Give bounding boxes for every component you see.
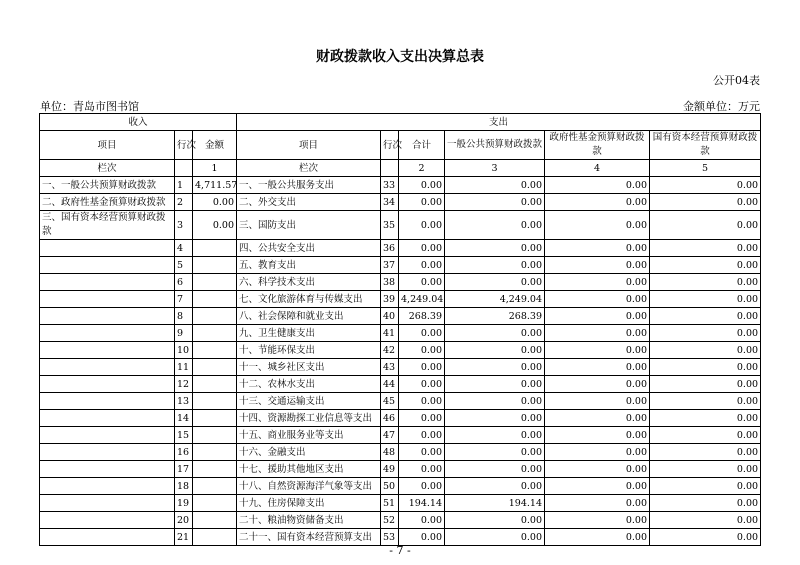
income-item-cell [40,393,175,410]
income-row-no-cell: 11 [175,359,193,376]
budget-table [39,113,761,546]
page-number: - 7 - [389,544,411,557]
general-budget-amount-cell: 0.00 [445,461,545,478]
state-capital-amount-cell: 0.00 [650,529,761,546]
total-amount-cell: 0.00 [399,529,445,546]
income-amount-cell [193,308,237,325]
state-capital-amount-cell: 0.00 [650,325,761,342]
income-row-no-cell: 19 [175,495,193,512]
income-amount-cell: 4,711.57 [193,177,237,194]
general-budget-amount-cell: 0.00 [445,274,545,291]
general-budget-amount-cell: 0.00 [445,342,545,359]
expense-item-cell: 十二、农林水支出 [237,376,381,393]
header-income: 收入 [40,114,237,131]
general-budget-amount-cell: 0.00 [445,512,545,529]
total-amount-cell: 194.14 [399,495,445,512]
state-capital-amount-cell: 0.00 [650,427,761,444]
general-budget-amount-cell: 0.00 [445,410,545,427]
column-number-3: 3 [445,160,545,177]
expense-row-no-cell: 34 [381,194,399,211]
expense-item-cell: 七、文化旅游体育与传媒支出 [237,291,381,308]
column-number-4: 4 [545,160,650,177]
table-row [40,376,761,393]
expense-item-cell: 十五、商业服务业等支出 [237,427,381,444]
expense-item-cell: 八、社会保障和就业支出 [237,308,381,325]
income-amount-cell [193,529,237,546]
table-row [40,211,761,240]
income-item-cell: 三、国有资本经营预算财政拨款 [40,211,175,240]
expense-row-no-cell: 33 [381,177,399,194]
expense-item-cell: 十七、援助其他地区支出 [237,461,381,478]
expense-row-no-cell: 46 [381,410,399,427]
income-item-cell: 一、一般公共预算财政拨款 [40,177,175,194]
income-item-cell [40,325,175,342]
state-capital-amount-cell: 0.00 [650,308,761,325]
column-label-income: 栏次 [40,160,175,177]
fund-budget-amount-cell: 0.00 [545,495,650,512]
header-row-column-numbers [40,160,761,177]
income-item-cell [40,444,175,461]
total-amount-cell: 0.00 [399,325,445,342]
fund-budget-amount-cell: 0.00 [545,342,650,359]
income-amount-cell [193,257,237,274]
income-amount-cell [193,342,237,359]
income-row-no-cell: 21 [175,529,193,546]
state-capital-amount-cell: 0.00 [650,194,761,211]
total-amount-cell: 0.00 [399,342,445,359]
table-row [40,325,761,342]
table-row [40,194,761,211]
table-row [40,393,761,410]
table-row [40,257,761,274]
income-item-cell [40,478,175,495]
general-budget-amount-cell: 0.00 [445,376,545,393]
income-amount-cell [193,427,237,444]
state-capital-amount-cell: 0.00 [650,291,761,308]
income-amount-cell [193,393,237,410]
fund-budget-amount-cell: 0.00 [545,274,650,291]
total-amount-cell: 0.00 [399,376,445,393]
general-budget-amount-cell: 4,249.04 [445,291,545,308]
income-item-cell [40,359,175,376]
expense-item-cell: 十八、自然资源海洋气象等支出 [237,478,381,495]
state-capital-amount-cell: 0.00 [650,478,761,495]
table-row [40,342,761,359]
income-item-cell [40,461,175,478]
general-budget-amount-cell: 0.00 [445,393,545,410]
expense-row-no-cell: 42 [381,342,399,359]
income-row-no-cell: 4 [175,240,193,257]
fund-budget-amount-cell: 0.00 [545,444,650,461]
fund-budget-amount-cell: 0.00 [545,427,650,444]
income-row-no-cell: 8 [175,308,193,325]
fund-budget-amount-cell: 0.00 [545,512,650,529]
total-amount-cell: 0.00 [399,410,445,427]
expense-row-no-cell: 47 [381,427,399,444]
header-total: 合计 [399,131,445,160]
expense-row-no-cell: 39 [381,291,399,308]
expense-item-cell: 五、教育支出 [237,257,381,274]
expense-row-no-cell: 52 [381,512,399,529]
table-row [40,308,761,325]
state-capital-amount-cell: 0.00 [650,495,761,512]
expense-row-no-cell: 36 [381,240,399,257]
general-budget-amount-cell: 0.00 [445,194,545,211]
total-amount-cell: 0.00 [399,274,445,291]
expense-row-no-cell: 44 [381,376,399,393]
fund-budget-amount-cell: 0.00 [545,529,650,546]
expense-item-cell: 十九、住房保障支出 [237,495,381,512]
expense-row-no-cell: 51 [381,495,399,512]
income-item-cell [40,376,175,393]
total-amount-cell: 4,249.04 [399,291,445,308]
income-amount-cell [193,376,237,393]
income-item-cell [40,291,175,308]
report-title: 财政拨款收入支出决算总表 [316,49,484,65]
state-capital-amount-cell: 0.00 [650,211,761,240]
state-capital-amount-cell: 0.00 [650,342,761,359]
general-budget-amount-cell: 0.00 [445,177,545,194]
table-row [40,274,761,291]
table-row [40,512,761,529]
income-row-no-cell: 16 [175,444,193,461]
state-capital-amount-cell: 0.00 [650,240,761,257]
total-amount-cell: 0.00 [399,444,445,461]
fund-budget-amount-cell: 0.00 [545,211,650,240]
income-amount-cell: 0.00 [193,194,237,211]
table-row [40,291,761,308]
expense-item-cell: 九、卫生健康支出 [237,325,381,342]
expense-row-no-cell: 43 [381,359,399,376]
total-amount-cell: 0.00 [399,427,445,444]
income-row-no-cell: 5 [175,257,193,274]
income-amount-cell [193,444,237,461]
state-capital-amount-cell: 0.00 [650,444,761,461]
income-row-no-cell: 12 [175,376,193,393]
income-row-no-cell: 3 [175,211,193,240]
general-budget-amount-cell: 0.00 [445,478,545,495]
income-row-no-cell: 7 [175,291,193,308]
expense-item-cell: 十三、交通运输支出 [237,393,381,410]
expense-row-no-cell: 48 [381,444,399,461]
header-expense-row-no: 行次 [381,131,399,160]
state-capital-amount-cell: 0.00 [650,393,761,410]
table-row [40,427,761,444]
expense-row-no-cell: 53 [381,529,399,546]
table-row [40,240,761,257]
table-row [40,444,761,461]
table-row [40,177,761,194]
total-amount-cell: 0.00 [399,240,445,257]
total-amount-cell: 268.39 [399,308,445,325]
fund-budget-amount-cell: 0.00 [545,325,650,342]
income-amount-cell [193,495,237,512]
header-expense: 支出 [237,114,761,131]
header-income-item: 项目 [40,131,175,160]
expense-item-cell: 二十、粮油物资储备支出 [237,512,381,529]
expense-item-cell: 四、公共安全支出 [237,240,381,257]
fund-budget-amount-cell: 0.00 [545,177,650,194]
income-item-cell [40,308,175,325]
income-amount-cell: 0.00 [193,211,237,240]
expense-row-no-cell: 38 [381,274,399,291]
expense-item-cell: 二、外交支出 [237,194,381,211]
fund-budget-amount-cell: 0.00 [545,291,650,308]
income-amount-cell [193,240,237,257]
expense-item-cell: 二十一、国有资本经营预算支出 [237,529,381,546]
general-budget-amount-cell: 0.00 [445,359,545,376]
expense-item-cell: 十四、资源勘探工业信息等支出 [237,410,381,427]
income-row-no-cell: 2 [175,194,193,211]
expense-row-no-cell: 40 [381,308,399,325]
income-amount-cell [193,512,237,529]
state-capital-amount-cell: 0.00 [650,376,761,393]
expense-item-cell: 一、一般公共服务支出 [237,177,381,194]
income-amount-cell [193,478,237,495]
expense-item-cell: 十六、金融支出 [237,444,381,461]
general-budget-amount-cell: 0.00 [445,211,545,240]
income-row-no-cell: 9 [175,325,193,342]
expense-item-cell: 三、国防支出 [237,211,381,240]
header-income-amount: 金额 [193,131,237,160]
fund-budget-amount-cell: 0.00 [545,461,650,478]
expense-item-cell: 十一、城乡社区支出 [237,359,381,376]
header-expense-item: 项目 [237,131,381,160]
header-income-row-no: 行次 [175,131,193,160]
fund-budget-amount-cell: 0.00 [545,240,650,257]
income-item-cell [40,529,175,546]
general-budget-amount-cell: 0.00 [445,325,545,342]
income-row-no-cell: 1 [175,177,193,194]
general-budget-amount-cell: 0.00 [445,257,545,274]
income-item-cell [40,410,175,427]
income-item-cell [40,240,175,257]
fund-budget-amount-cell: 0.00 [545,478,650,495]
fund-budget-amount-cell: 0.00 [545,393,650,410]
total-amount-cell: 0.00 [399,512,445,529]
expense-row-no-cell: 35 [381,211,399,240]
income-item-cell [40,274,175,291]
income-amount-cell [193,359,237,376]
expense-row-no-cell: 37 [381,257,399,274]
total-amount-cell: 0.00 [399,478,445,495]
column-label-expense: 栏次 [237,160,381,177]
fund-budget-amount-cell: 0.00 [545,257,650,274]
general-budget-amount-cell: 194.14 [445,495,545,512]
income-item-cell [40,257,175,274]
table-row [40,359,761,376]
fund-budget-amount-cell: 0.00 [545,410,650,427]
state-capital-amount-cell: 0.00 [650,461,761,478]
total-amount-cell: 0.00 [399,194,445,211]
table-row [40,410,761,427]
header-fund-budget: 政府性基金预算财政拨款 [545,131,650,160]
income-row-no-cell: 18 [175,478,193,495]
expense-item-cell: 六、科学技术支出 [237,274,381,291]
state-capital-amount-cell: 0.00 [650,257,761,274]
income-item-cell [40,495,175,512]
income-row-no-cell: 6 [175,274,193,291]
income-amount-cell [193,291,237,308]
expense-item-cell: 十、节能环保支出 [237,342,381,359]
income-row-no-cell: 15 [175,427,193,444]
amount-unit: 金额单位：万元 [683,100,760,113]
table-row [40,461,761,478]
income-item-cell [40,512,175,529]
total-amount-cell: 0.00 [399,257,445,274]
general-budget-amount-cell: 0.00 [445,240,545,257]
fund-budget-amount-cell: 0.00 [545,359,650,376]
total-amount-cell: 0.00 [399,393,445,410]
empty-cell [381,160,399,177]
header-row-sections [40,114,761,131]
total-amount-cell: 0.00 [399,211,445,240]
expense-row-no-cell: 50 [381,478,399,495]
expense-row-no-cell: 41 [381,325,399,342]
income-row-no-cell: 17 [175,461,193,478]
fund-budget-amount-cell: 0.00 [545,376,650,393]
fund-budget-amount-cell: 0.00 [545,308,650,325]
state-capital-amount-cell: 0.00 [650,274,761,291]
table-row [40,478,761,495]
form-code: 公开04表 [713,74,760,87]
table-row [40,495,761,512]
general-budget-amount-cell: 0.00 [445,427,545,444]
general-budget-amount-cell: 0.00 [445,444,545,461]
expense-row-no-cell: 45 [381,393,399,410]
total-amount-cell: 0.00 [399,359,445,376]
income-amount-cell [193,410,237,427]
state-capital-amount-cell: 0.00 [650,177,761,194]
total-amount-cell: 0.00 [399,177,445,194]
income-row-no-cell: 10 [175,342,193,359]
income-item-cell [40,342,175,359]
header-state-capital: 国有资本经营预算财政拨款 [650,131,761,160]
state-capital-amount-cell: 0.00 [650,512,761,529]
column-number-2: 2 [399,160,445,177]
reporting-unit: 单位：青岛市图书馆 [40,100,139,113]
expense-row-no-cell: 49 [381,461,399,478]
fund-budget-amount-cell: 0.00 [545,194,650,211]
income-row-no-cell: 13 [175,393,193,410]
income-amount-cell [193,274,237,291]
income-item-cell [40,427,175,444]
empty-cell [175,160,193,177]
total-amount-cell: 0.00 [399,461,445,478]
income-row-no-cell: 20 [175,512,193,529]
column-number-5: 5 [650,160,761,177]
income-row-no-cell: 14 [175,410,193,427]
column-number-1: 1 [193,160,237,177]
income-item-cell: 二、政府性基金预算财政拨款 [40,194,175,211]
state-capital-amount-cell: 0.00 [650,410,761,427]
income-amount-cell [193,325,237,342]
state-capital-amount-cell: 0.00 [650,359,761,376]
header-general-budget: 一般公共预算财政拨款 [445,131,545,160]
table-row [40,529,761,546]
general-budget-amount-cell: 0.00 [445,529,545,546]
income-amount-cell [193,461,237,478]
header-row-columns [40,131,761,160]
general-budget-amount-cell: 268.39 [445,308,545,325]
